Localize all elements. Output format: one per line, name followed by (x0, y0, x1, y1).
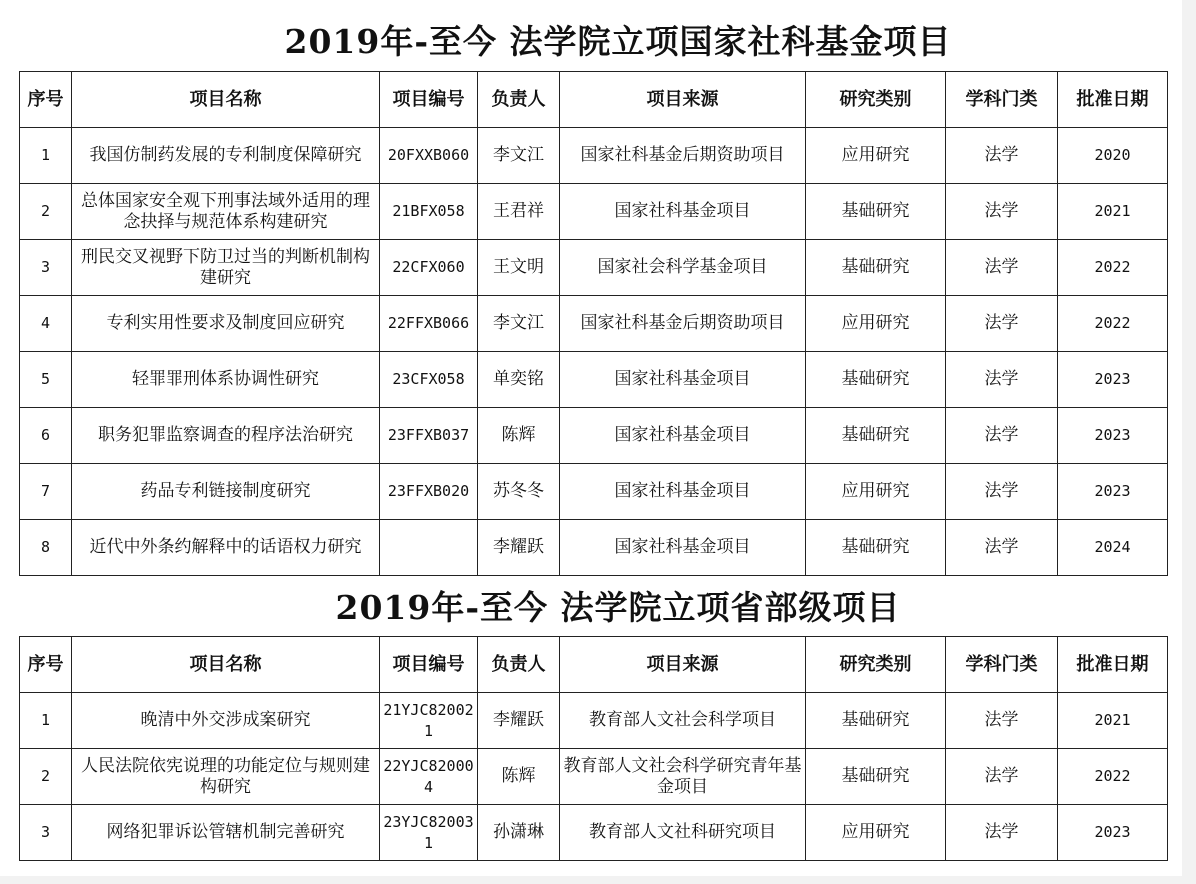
cell-leader[interactable]: 李文江 (478, 296, 560, 352)
header-source[interactable]: 项目来源 (560, 637, 806, 693)
header-leader[interactable]: 负责人 (478, 637, 560, 693)
cell-category[interactable]: 应用研究 (806, 805, 946, 861)
cell-source[interactable]: 国家社科基金后期资助项目 (560, 296, 806, 352)
cell-leader[interactable]: 李文江 (478, 128, 560, 184)
cell-no[interactable]: 2 (20, 184, 72, 240)
cell-category[interactable]: 应用研究 (806, 464, 946, 520)
cell-approval-date[interactable]: 2021 (1058, 184, 1168, 240)
cell-no[interactable]: 5 (20, 352, 72, 408)
cell-discipline[interactable]: 法学 (946, 805, 1058, 861)
cell-no[interactable]: 7 (20, 464, 72, 520)
cell-leader[interactable]: 李耀跃 (478, 520, 560, 576)
header-source[interactable]: 项目来源 (560, 72, 806, 128)
cell-no[interactable]: 2 (20, 749, 72, 805)
table-row (20, 128, 1168, 184)
cell-approval-date[interactable]: 2023 (1058, 464, 1168, 520)
cell-leader[interactable]: 陈辉 (478, 749, 560, 805)
header-category[interactable]: 研究类别 (806, 637, 946, 693)
cell-source[interactable]: 教育部人文社会科学项目 (560, 693, 806, 749)
cell-project-code[interactable]: 22CFX060 (380, 240, 478, 296)
header-project-name[interactable]: 项目名称 (72, 72, 380, 128)
cell-no[interactable]: 8 (20, 520, 72, 576)
table-row (20, 352, 1168, 408)
cell-approval-date[interactable]: 2023 (1058, 352, 1168, 408)
cell-project-name[interactable]: 网络犯罪诉讼管辖机制完善研究 (72, 805, 380, 861)
cell-no[interactable]: 3 (20, 805, 72, 861)
header-leader[interactable]: 负责人 (478, 72, 560, 128)
cell-approval-date[interactable]: 2022 (1058, 749, 1168, 805)
header-row (20, 637, 1168, 693)
cell-approval-date[interactable]: 2020 (1058, 128, 1168, 184)
table-row (20, 749, 1168, 805)
header-discipline[interactable]: 学科门类 (946, 72, 1058, 128)
national-projects-title: 2019年-至今 法学院立项国家社科基金项目 (284, 22, 952, 61)
cell-project-code[interactable]: 22FFXB066 (380, 296, 478, 352)
cell-approval-date[interactable]: 2023 (1058, 805, 1168, 861)
cell-project-code[interactable] (380, 520, 478, 576)
cell-discipline[interactable]: 法学 (946, 749, 1058, 805)
header-discipline[interactable]: 学科门类 (946, 637, 1058, 693)
cell-approval-date[interactable]: 2024 (1058, 520, 1168, 576)
cell-discipline[interactable]: 法学 (946, 184, 1058, 240)
cell-source[interactable]: 国家社科基金项目 (560, 520, 806, 576)
cell-leader[interactable]: 王文明 (478, 240, 560, 296)
cell-discipline[interactable]: 法学 (946, 408, 1058, 464)
cell-no[interactable]: 1 (20, 693, 72, 749)
national-projects-table (19, 71, 1168, 576)
cell-project-name[interactable]: 晚清中外交涉成案研究 (72, 693, 380, 749)
cell-project-name[interactable]: 职务犯罪监察调查的程序法治研究 (72, 408, 380, 464)
cell-no[interactable]: 3 (20, 240, 72, 296)
cell-project-name[interactable]: 总体国家安全观下刑事法域外适用的理念抉择与规范体系构建研究 (72, 184, 380, 240)
cell-no[interactable]: 4 (20, 296, 72, 352)
cell-source[interactable]: 国家社科基金项目 (560, 464, 806, 520)
cell-project-code[interactable]: 20FXXB060 (380, 128, 478, 184)
cell-project-name[interactable]: 专利实用性要求及制度回应研究 (72, 296, 380, 352)
header-approval-date[interactable]: 批准日期 (1058, 72, 1168, 128)
table-row (20, 693, 1168, 749)
cell-project-code[interactable]: 23YJC820031 (380, 805, 478, 861)
cell-project-name[interactable]: 我国仿制药发展的专利制度保障研究 (72, 128, 380, 184)
cell-discipline[interactable]: 法学 (946, 464, 1058, 520)
cell-source[interactable]: 国家社科基金项目 (560, 184, 806, 240)
cell-source[interactable]: 国家社科基金项目 (560, 408, 806, 464)
cell-project-name[interactable]: 人民法院依宪说理的功能定位与规则建构研究 (72, 749, 380, 805)
header-approval-date[interactable]: 批准日期 (1058, 637, 1168, 693)
cell-category[interactable]: 基础研究 (806, 352, 946, 408)
cell-discipline[interactable]: 法学 (946, 693, 1058, 749)
header-no[interactable]: 序号 (20, 637, 72, 693)
cell-category[interactable]: 应用研究 (806, 296, 946, 352)
table-row (20, 240, 1168, 296)
provincial-projects-table (19, 636, 1168, 861)
header-project-code[interactable]: 项目编号 (380, 637, 478, 693)
cell-discipline[interactable]: 法学 (946, 352, 1058, 408)
header-no[interactable]: 序号 (20, 72, 72, 128)
header-project-code[interactable]: 项目编号 (380, 72, 478, 128)
table-row (20, 464, 1168, 520)
cell-discipline[interactable]: 法学 (946, 520, 1058, 576)
cell-leader[interactable]: 陈辉 (478, 408, 560, 464)
cell-project-code[interactable]: 21YJC820021 (380, 693, 478, 749)
cell-source[interactable]: 国家社科基金项目 (560, 352, 806, 408)
cell-source[interactable]: 国家社会科学基金项目 (560, 240, 806, 296)
cell-discipline[interactable]: 法学 (946, 296, 1058, 352)
cell-category[interactable]: 应用研究 (806, 128, 946, 184)
table-row (20, 408, 1168, 464)
cell-project-code[interactable]: 22YJC820004 (380, 749, 478, 805)
cell-source[interactable]: 教育部人文社科研究项目 (560, 805, 806, 861)
cell-project-code[interactable]: 23FFXB020 (380, 464, 478, 520)
header-category[interactable]: 研究类别 (806, 72, 946, 128)
header-project-name[interactable]: 项目名称 (72, 637, 380, 693)
cell-project-name[interactable]: 轻罪罪刑体系协调性研究 (72, 352, 380, 408)
cell-discipline[interactable]: 法学 (946, 128, 1058, 184)
cell-source[interactable]: 教育部人文社会科学研究青年基金项目 (560, 749, 806, 805)
cell-approval-date[interactable]: 2022 (1058, 296, 1168, 352)
cell-project-code[interactable]: 23CFX058 (380, 352, 478, 408)
table-row (20, 805, 1168, 861)
cell-category[interactable]: 基础研究 (806, 693, 946, 749)
cell-category[interactable]: 基础研究 (806, 240, 946, 296)
cell-leader[interactable]: 李耀跃 (478, 693, 560, 749)
header-row (20, 72, 1168, 128)
table-row (20, 296, 1168, 352)
cell-no[interactable]: 6 (20, 408, 72, 464)
cell-leader[interactable]: 孙潇琳 (478, 805, 560, 861)
cell-category[interactable]: 基础研究 (806, 520, 946, 576)
cell-project-name[interactable]: 药品专利链接制度研究 (72, 464, 380, 520)
cell-leader[interactable]: 单奕铭 (478, 352, 560, 408)
cell-project-code[interactable]: 21BFX058 (380, 184, 478, 240)
cell-project-name[interactable]: 近代中外条约解释中的话语权力研究 (72, 520, 380, 576)
table-row (20, 520, 1168, 576)
cell-leader[interactable]: 王君祥 (478, 184, 560, 240)
table-row (20, 184, 1168, 240)
cell-leader[interactable]: 苏冬冬 (478, 464, 560, 520)
provincial-projects-title: 2019年-至今 法学院立项省部级项目 (335, 588, 901, 627)
cell-approval-date[interactable]: 2021 (1058, 693, 1168, 749)
cell-no[interactable]: 1 (20, 128, 72, 184)
cell-approval-date[interactable]: 2022 (1058, 240, 1168, 296)
cell-approval-date[interactable]: 2023 (1058, 408, 1168, 464)
cell-category[interactable]: 基础研究 (806, 749, 946, 805)
cell-project-name[interactable]: 刑民交叉视野下防卫过当的判断机制构建研究 (72, 240, 380, 296)
cell-category[interactable]: 基础研究 (806, 184, 946, 240)
cell-source[interactable]: 国家社科基金后期资助项目 (560, 128, 806, 184)
cell-category[interactable]: 基础研究 (806, 408, 946, 464)
cell-project-code[interactable]: 23FFXB037 (380, 408, 478, 464)
cell-discipline[interactable]: 法学 (946, 240, 1058, 296)
